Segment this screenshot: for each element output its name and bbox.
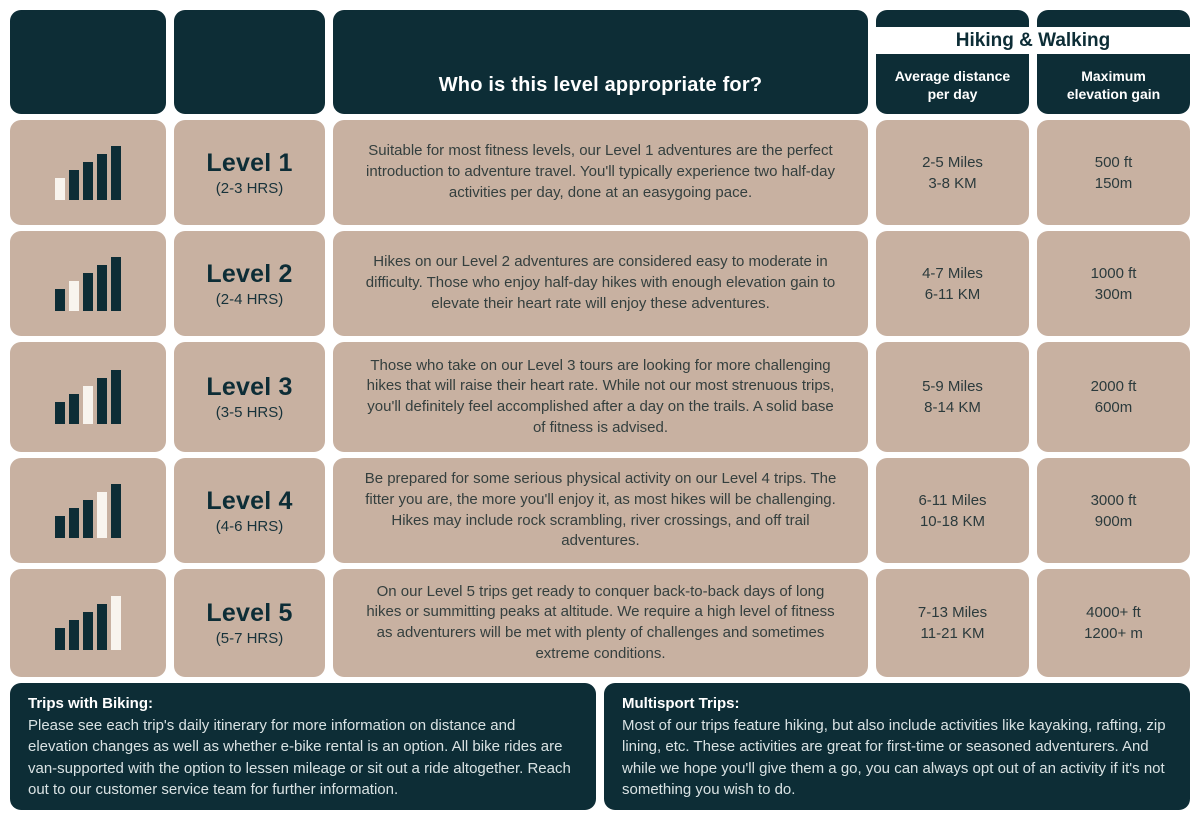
distance-km: 11-21 KM	[920, 625, 985, 642]
level-4-distance-cell	[876, 458, 1029, 563]
level-2-bars-icon	[55, 257, 121, 311]
level-3-name-cell	[174, 342, 325, 452]
level-1-distance-cell	[876, 120, 1029, 225]
hiking-walking-header-group	[876, 10, 1190, 114]
elevation-m: 150m	[1094, 174, 1133, 192]
level-1-icon-cell	[10, 120, 166, 225]
level-3-icon-cell	[10, 342, 166, 452]
multisport-note-box	[604, 683, 1190, 810]
header-who-for	[333, 10, 868, 114]
level-hours: (5-7 HRS)	[215, 630, 284, 647]
hiking-walking-band	[876, 27, 1190, 54]
elevation-m: 300m	[1094, 285, 1133, 303]
level-5-elevation-cell	[1037, 569, 1190, 677]
level-1-description-cell	[333, 120, 868, 225]
elevation-m: 900m	[1094, 512, 1133, 530]
biking-note-body: Please see each trip's daily itinerary for more information on distance and elevation changes as well as whether e-bike rental is an option. All bike rides are van-supported with the option to lessen mileage or sit out a ride altogether. Reach out to our customer service team for further information.	[28, 717, 571, 798]
distance-miles: 6-11 Miles	[918, 491, 987, 509]
level-hours: (2-4 HRS)	[215, 290, 284, 308]
level-description: On our Level 5 trips get ready to conquer back-to-back days of long hikes or summitting peaks at altitude. We require a high level of fitness as adventurers will be met with plenty of challenges and sometimes extreme conditions.	[366, 582, 835, 662]
level-5-icon-cell	[10, 569, 166, 677]
elevation-m: 1200+ m	[1084, 625, 1143, 642]
multisport-note-body: Most of our trips feature hiking, but also include activities like kayaking, rafting, zip lining, etc. These activities are great for first-time or seasoned adventurers. And while we hope you'll give them a go, you can always opt out of an activity if it's not something you wish to do.	[622, 717, 1166, 798]
level-name: Level 2	[206, 259, 293, 288]
distance-km: 3-8 KM	[928, 174, 977, 192]
level-description: Suitable for most fitness levels, our Level 1 adventures are the perfect introduction to adventure travel. You'll typically experience two half-day activities per day, done at an easygoing pace.	[366, 142, 835, 201]
multisport-note-title: Multisport Trips:	[622, 695, 740, 712]
level-4-elevation-cell	[1037, 458, 1190, 563]
level-2-distance-cell	[876, 231, 1029, 336]
level-name: Level 4	[206, 486, 293, 515]
level-2-name-cell	[174, 231, 325, 336]
level-1-bars-icon	[55, 146, 121, 200]
header-level-column-spacer	[174, 10, 325, 114]
biking-note-title: Trips with Biking:	[28, 695, 154, 712]
level-description: Be prepared for some serious physical activity on our Level 4 trips. The fitter you are, the more you'll enjoy it, as most hikes will be challenging. Hikes may include rock scrambling, river crossings, and off trail adventures.	[364, 470, 837, 550]
level-description: Hikes on our Level 2 adventures are considered easy to moderate in difficulty. Those who enjoy half-day hikes with enough elevation gain to elevate their heart rate will enjoy these adventures.	[365, 253, 836, 312]
level-3-elevation-cell	[1037, 342, 1190, 452]
level-name: Level 1	[206, 148, 293, 177]
distance-miles: 5-9 Miles	[922, 378, 983, 395]
level-4-icon-cell	[10, 458, 166, 563]
level-hours: (2-3 HRS)	[215, 179, 284, 197]
level-4-description-cell	[333, 458, 868, 563]
level-3-distance-cell	[876, 342, 1029, 452]
distance-miles: 4-7 Miles	[922, 264, 983, 282]
header-average-distance	[876, 10, 1029, 114]
level-hours: (4-6 HRS)	[215, 517, 284, 535]
max-elevation-label-line2: elevation gain	[1066, 86, 1161, 102]
level-3-description-cell	[333, 342, 868, 452]
level-2-description-cell	[333, 231, 868, 336]
elevation-ft: 1000 ft	[1090, 264, 1137, 282]
elevation-ft: 4000+ ft	[1086, 604, 1141, 621]
average-distance-label-line1: Average distance	[894, 67, 1011, 84]
level-name: Level 5	[206, 599, 293, 627]
level-3-bars-icon	[55, 370, 121, 424]
elevation-m: 600m	[1094, 399, 1133, 416]
level-hours: (3-5 HRS)	[215, 404, 284, 421]
footer-notes	[10, 683, 1190, 810]
distance-km: 8-14 KM	[924, 399, 981, 416]
max-elevation-label-line1: Maximum	[1081, 67, 1146, 84]
distance-km: 6-11 KM	[924, 285, 981, 303]
who-for-title: Who is this level appropriate for?	[438, 73, 763, 96]
distance-km: 10-18 KM	[919, 512, 986, 530]
header-icon-column-spacer	[10, 10, 166, 114]
level-5-name-cell	[174, 569, 325, 677]
level-4-bars-icon	[55, 484, 121, 538]
elevation-ft: 3000 ft	[1090, 491, 1137, 509]
level-1-elevation-cell	[1037, 120, 1190, 225]
level-name: Level 3	[206, 373, 293, 401]
level-description: Those who take on our Level 3 tours are looking for more challenging hikes that will raise their heart rate. While not our most strenuous trips, you'll definitely feel accomplished after a day on the trails. A solid base of fitness is advised.	[366, 356, 835, 436]
level-5-bars-icon	[55, 596, 121, 650]
elevation-ft: 500 ft	[1094, 153, 1133, 171]
hiking-walking-title: Hiking & Walking	[955, 29, 1111, 51]
distance-miles: 2-5 Miles	[922, 153, 983, 171]
distance-miles: 7-13 Miles	[917, 604, 988, 621]
level-5-description-cell	[333, 569, 868, 677]
elevation-ft: 2000 ft	[1090, 378, 1137, 395]
level-5-distance-cell	[876, 569, 1029, 677]
biking-note-box	[10, 683, 596, 810]
level-1-name-cell	[174, 120, 325, 225]
header-max-elevation	[1037, 10, 1190, 114]
level-4-name-cell	[174, 458, 325, 563]
average-distance-label-line2: per day	[927, 86, 978, 102]
level-2-icon-cell	[10, 231, 166, 336]
level-2-elevation-cell	[1037, 231, 1190, 336]
